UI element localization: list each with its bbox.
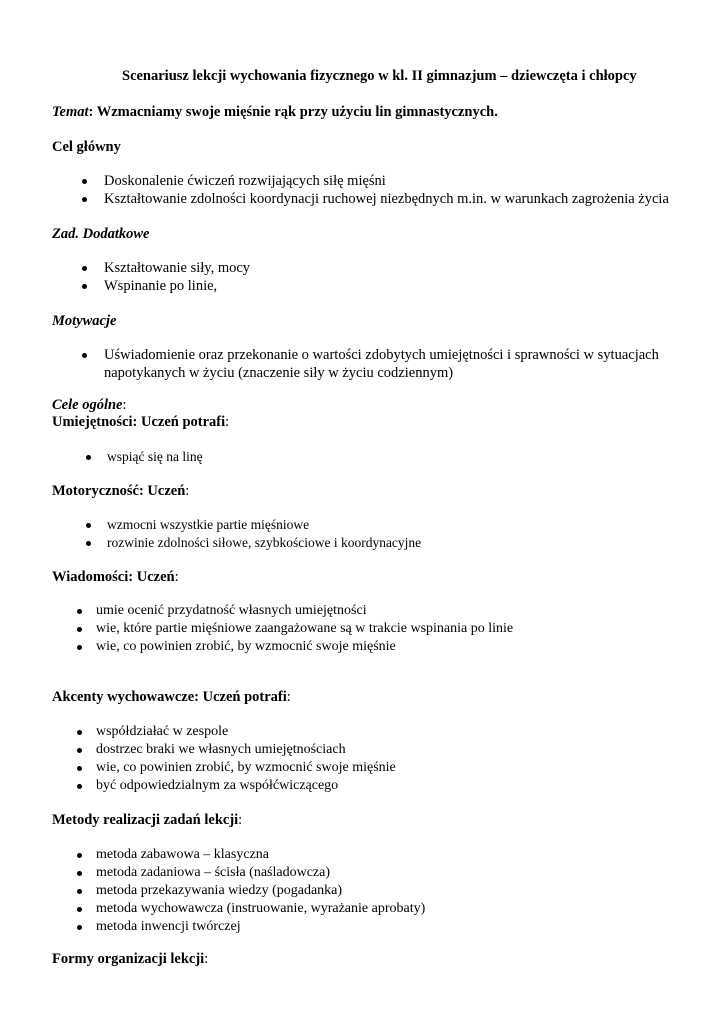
list-item: dostrzec braki we własnych umiejętnościach — [96, 741, 396, 759]
bullet-icon — [77, 925, 82, 930]
list-item: wie, które partie mięśniowe zaangażowane są w trakcie wspinania po linie — [96, 620, 513, 638]
list-item: metoda wychowawcza (instruowanie, wyrażanie aprobaty) — [96, 900, 425, 918]
list-item: Uświadomienie oraz przekonanie o wartości zdobytych umiejętności i sprawności w sytuacjach napotykanych w życiu (znaczenie siły w życiu codziennym) — [104, 346, 669, 382]
bullet-icon — [77, 889, 82, 894]
zad-dodatkowe-heading: Zad. Dodatkowe — [52, 226, 150, 242]
list-item: Kształtowanie zdolności koordynacji ruchowej niezbędnych m.in. w warunkach zagrożenia życia — [104, 190, 669, 208]
bullet-icon — [77, 627, 82, 632]
bullet-icon — [82, 197, 87, 202]
cel-glowny-heading: Cel główny — [52, 139, 121, 155]
temat-text: : Wzmacniamy swoje mięśnie rąk przy użyciu lin gimnastycznych. — [88, 104, 498, 120]
temat-line — [52, 103, 498, 121]
list-item: metoda zabawowa – klasyczna — [96, 846, 425, 864]
list-item: Kształtowanie siły, mocy — [104, 259, 250, 277]
cele-ogolne-heading: Cele ogólne: — [52, 397, 127, 413]
umiejetnosci-heading: Umiejętności: Uczeń potrafi: — [52, 414, 230, 430]
bullet-icon — [82, 179, 87, 184]
wiadomosci-heading: Wiadomości: Uczeń: — [52, 569, 179, 585]
motorycznosc-heading: Motoryczność: Uczeń: — [52, 483, 190, 499]
motywacje-heading: Motywacje — [52, 313, 117, 329]
bullet-icon — [77, 766, 82, 771]
bullet-icon — [82, 353, 87, 358]
temat-label: Temat — [52, 104, 89, 120]
list-item: wie, co powinien zrobić, by wzmocnić swoje mięśnie — [96, 638, 513, 656]
bullet-icon — [77, 748, 82, 753]
akcenty-heading: Akcenty wychowawcze: Uczeń potrafi: — [52, 689, 291, 705]
list-item: Wspinanie po linie, — [104, 277, 250, 295]
bullet-icon — [77, 907, 82, 912]
zad-dodatkowe-list — [104, 259, 250, 295]
list-item: metoda inwencji twórczej — [96, 918, 425, 936]
bullet-icon — [77, 853, 82, 858]
bullet-icon — [77, 730, 82, 735]
bullet-icon — [86, 523, 91, 528]
list-item: rozwinie zdolności siłowe, szybkościowe i koordynacyjne — [107, 534, 421, 552]
document-title: Scenariusz lekcji wychowania fizycznego w kl. II gimnazjum – dziewczęta i chłopcy — [122, 68, 637, 84]
list-item: wspiąć się na linę — [107, 448, 203, 466]
akcenty-list — [96, 723, 396, 795]
list-item: wie, co powinien zrobić, by wzmocnić swoje mięśnie — [96, 759, 396, 777]
motorycznosc-list — [107, 516, 421, 552]
metody-heading: Metody realizacji zadań lekcji: — [52, 812, 243, 828]
bullet-icon — [86, 541, 91, 546]
bullet-icon — [77, 871, 82, 876]
bullet-icon — [82, 266, 87, 271]
formy-heading: Formy organizacji lekcji: — [52, 951, 209, 967]
list-item: Doskonalenie ćwiczeń rozwijających siłę mięśni — [104, 172, 669, 190]
bullet-icon — [77, 609, 82, 614]
cel-glowny-list — [104, 172, 669, 208]
metody-list — [96, 846, 425, 936]
umiejetnosci-list — [107, 448, 203, 466]
bullet-icon — [77, 645, 82, 650]
list-item: wzmocni wszystkie partie mięśniowe — [107, 516, 421, 534]
list-item: umie ocenić przydatność własnych umiejętności — [96, 602, 513, 620]
bullet-icon — [82, 284, 87, 289]
bullet-icon — [77, 784, 82, 789]
list-item: metoda zadaniowa – ścisła (naśladowcza) — [96, 864, 425, 882]
wiadomosci-list — [96, 602, 513, 656]
list-item: być odpowiedzialnym za współćwiczącego — [96, 777, 396, 795]
bullet-icon — [86, 455, 91, 460]
motywacje-list — [104, 346, 669, 382]
list-item: współdziałać w zespole — [96, 723, 396, 741]
list-item: metoda przekazywania wiedzy (pogadanka) — [96, 882, 425, 900]
